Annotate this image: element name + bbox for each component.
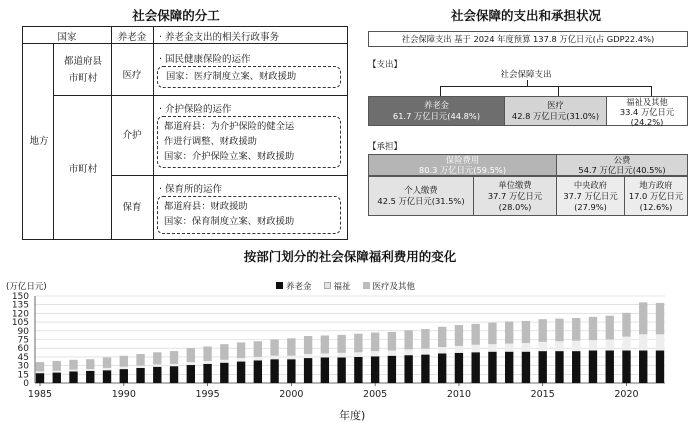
burden-employer-name: 单位缴费 bbox=[498, 180, 532, 190]
bar-medical bbox=[103, 357, 111, 367]
expense-pension-name: 养老金 bbox=[424, 100, 449, 110]
burden-insurance-name: 保险费用 bbox=[445, 155, 480, 165]
bar-welfare bbox=[471, 345, 479, 353]
burden-public-value: 54.7 万亿日元(40.5%) bbox=[578, 165, 666, 175]
expense-label: 【支出】 bbox=[368, 60, 403, 70]
bar-pension bbox=[572, 351, 580, 383]
y-tick-label: 60 bbox=[17, 344, 29, 355]
x-tick-label: 1990 bbox=[111, 389, 136, 400]
care-box-line: 作进行调整、财政援助 bbox=[164, 136, 257, 147]
bar-medical bbox=[254, 341, 262, 357]
tree-line bbox=[440, 86, 441, 96]
bar-medical bbox=[555, 319, 563, 342]
bar-welfare bbox=[270, 356, 278, 359]
bar-medical bbox=[86, 359, 94, 369]
tree-line bbox=[558, 86, 559, 96]
y-axis-label: (万亿日元) bbox=[6, 282, 47, 292]
bar-pension bbox=[170, 366, 178, 383]
childcare-box bbox=[157, 196, 341, 234]
expense-medical-value: 42.8 万亿日元(31.0%) bbox=[511, 111, 600, 121]
bar-pension bbox=[69, 371, 77, 383]
x-tick-label: 2020 bbox=[614, 389, 639, 400]
bar-medical bbox=[287, 338, 295, 355]
bar-medical bbox=[220, 344, 228, 360]
bar-pension bbox=[36, 373, 44, 383]
burden-central bbox=[556, 176, 625, 216]
spending-summary: 社会保障支出 基于 2024 年度预算 137.8 万亿日元(占 GDP22.4%) bbox=[368, 31, 688, 47]
burden-central-name: 中央政府 bbox=[573, 180, 608, 190]
bar-medical bbox=[505, 322, 513, 344]
bar-pension bbox=[404, 355, 412, 383]
burden-public bbox=[556, 154, 688, 176]
bar-welfare bbox=[488, 344, 496, 352]
bar-medical bbox=[203, 346, 211, 361]
bar-welfare bbox=[153, 364, 161, 366]
bar-welfare bbox=[69, 370, 77, 372]
tree-line bbox=[651, 86, 652, 96]
childcare-label: 保育 bbox=[122, 202, 142, 213]
bar-medical bbox=[371, 333, 379, 352]
y-tick-label: 105 bbox=[11, 318, 29, 329]
bar-medical bbox=[354, 334, 362, 353]
burden-insurance bbox=[368, 154, 557, 176]
bar-welfare bbox=[287, 356, 295, 359]
bar-welfare bbox=[120, 367, 128, 369]
city-label: 市町村 bbox=[68, 164, 98, 175]
bar-welfare bbox=[187, 362, 195, 365]
childcare-bullet: · 保育所的运作 bbox=[159, 184, 223, 195]
burden-local-gov bbox=[624, 176, 688, 216]
divider bbox=[111, 95, 347, 96]
divider bbox=[111, 175, 347, 176]
x-axis-label: 年度) bbox=[339, 409, 366, 422]
y-tick-label: 90 bbox=[17, 326, 29, 337]
burden-local-gov-value: 17.0 万亿日元 (12.6%) bbox=[628, 191, 684, 212]
bar-pension bbox=[639, 351, 647, 383]
bar-welfare bbox=[136, 366, 144, 368]
expense-root: 社会保障支出 bbox=[500, 70, 552, 80]
bar-welfare bbox=[237, 358, 245, 361]
x-tick-label: 2005 bbox=[363, 389, 388, 400]
bar-welfare bbox=[505, 344, 513, 352]
bar-pension bbox=[287, 359, 295, 383]
bar-welfare bbox=[321, 353, 329, 357]
divider bbox=[153, 27, 154, 239]
bar-medical bbox=[606, 316, 614, 340]
bar-welfare bbox=[404, 349, 412, 355]
bar-pension bbox=[488, 352, 496, 383]
bar-pension bbox=[270, 359, 278, 383]
bar-medical bbox=[539, 319, 547, 342]
bar-pension bbox=[304, 358, 312, 383]
care-box-line: 国家：介护保险立案、财政援助 bbox=[164, 151, 295, 162]
bar-medical bbox=[321, 335, 329, 353]
x-tick-label: 2000 bbox=[279, 389, 304, 400]
tree-line bbox=[440, 86, 651, 87]
bar-welfare bbox=[539, 342, 547, 351]
chart-title: 按部门划分的社会保障福利费用的变化 bbox=[243, 249, 457, 264]
expense-welfare-name: 福祉及其他 bbox=[626, 97, 668, 107]
bar-medical bbox=[622, 313, 630, 337]
expense-pension bbox=[368, 96, 505, 126]
bar-pension bbox=[337, 357, 345, 383]
burden-individual-name: 个人缴费 bbox=[404, 185, 438, 195]
expense-medical-name: 医疗 bbox=[547, 100, 564, 110]
bar-welfare bbox=[421, 349, 429, 355]
y-tick-label: 75 bbox=[17, 335, 29, 346]
bar-medical bbox=[455, 325, 463, 346]
bar-welfare bbox=[572, 341, 580, 351]
bar-pension bbox=[438, 353, 446, 383]
x-tick-label: 2010 bbox=[446, 389, 472, 400]
bar-medical bbox=[153, 352, 161, 364]
header-category: 养老金 bbox=[117, 32, 147, 43]
y-tick-label: 0 bbox=[23, 379, 29, 389]
burden-individual bbox=[368, 176, 474, 216]
burden-employer-value: 37.7 万亿日元 (28.0%) bbox=[487, 191, 543, 212]
y-tick-label: 45 bbox=[17, 352, 29, 363]
bar-welfare bbox=[522, 343, 530, 352]
divider bbox=[53, 95, 111, 96]
bar-welfare bbox=[354, 352, 362, 357]
x-tick-label: 2015 bbox=[530, 389, 555, 400]
burden-label: 【承担】 bbox=[368, 142, 403, 152]
bar-pension bbox=[220, 363, 228, 383]
bar-welfare bbox=[304, 354, 312, 358]
bar-pension bbox=[606, 351, 614, 383]
bar-welfare bbox=[589, 340, 597, 350]
childcare-box-line: 国家：保育制度立案、财政援助 bbox=[164, 216, 295, 227]
bar-welfare bbox=[388, 351, 396, 356]
bar-medical bbox=[237, 342, 245, 358]
y-tick-label: 150 bbox=[11, 292, 29, 302]
bar-medical bbox=[53, 361, 61, 371]
burden-insurance-value: 80.3 万亿日元(59.5%) bbox=[418, 165, 507, 175]
bar-welfare bbox=[53, 371, 61, 373]
bar-medical bbox=[438, 327, 446, 347]
bar-pension bbox=[421, 355, 429, 383]
stacked-bar-chart bbox=[0, 244, 700, 428]
expense-pension-value: 61.7 万亿日元(44.8%) bbox=[392, 111, 481, 121]
header-desc: · 养老金支出的相关行政事务 bbox=[159, 32, 280, 43]
bar-welfare bbox=[639, 334, 647, 350]
bar-pension bbox=[136, 368, 144, 383]
header-country: 国家 bbox=[57, 32, 77, 43]
bar-welfare bbox=[438, 347, 446, 353]
bar-welfare bbox=[606, 340, 614, 351]
bar-welfare bbox=[170, 364, 178, 366]
bar-medical bbox=[36, 362, 44, 371]
bar-pension bbox=[622, 351, 630, 383]
bar-pension bbox=[254, 360, 262, 383]
bar-pension bbox=[237, 362, 245, 383]
bar-pension bbox=[388, 356, 396, 383]
bar-pension bbox=[321, 357, 329, 383]
bar-welfare bbox=[203, 361, 211, 364]
bar-welfare bbox=[371, 351, 379, 356]
y-tick-label: 135 bbox=[11, 300, 29, 311]
bar-medical bbox=[170, 351, 178, 364]
bar-pension bbox=[455, 353, 463, 383]
bar-welfare bbox=[103, 368, 111, 370]
burden-local-gov-name: 地方政府 bbox=[639, 180, 673, 190]
expense-medical bbox=[504, 96, 607, 126]
burden-employer bbox=[473, 176, 557, 216]
bar-welfare bbox=[36, 371, 44, 373]
divider bbox=[53, 43, 54, 239]
chart-panel bbox=[0, 244, 700, 428]
care-box-line: 都道府县：为介护保险的健全运 bbox=[164, 121, 295, 132]
bar-medical bbox=[388, 332, 396, 351]
x-tick-label: 1995 bbox=[195, 389, 220, 400]
x-tick-label: 1985 bbox=[27, 389, 53, 400]
bar-medical bbox=[136, 354, 144, 366]
medical-label: 医疗 bbox=[122, 70, 142, 81]
local-label: 地方 bbox=[29, 136, 49, 147]
legend-label: 养老金 bbox=[286, 282, 312, 292]
care-label: 介护 bbox=[122, 130, 142, 141]
bar-medical bbox=[120, 356, 128, 367]
bar-medical bbox=[639, 302, 647, 334]
bar-welfare bbox=[656, 334, 664, 350]
bar-pension bbox=[555, 351, 563, 383]
childcare-box-line: 都道府县：财政援助 bbox=[164, 201, 248, 212]
bar-pension bbox=[86, 371, 94, 383]
y-tick-label: 30 bbox=[17, 361, 29, 372]
pref-city-label: 都道府县 市町村 bbox=[63, 56, 102, 84]
expense-welfare-value: 33.4 万亿日元 (24.2%) bbox=[619, 107, 675, 127]
bar-welfare bbox=[86, 369, 94, 371]
y-tick-label: 15 bbox=[17, 370, 29, 381]
care-bullet: · 介护保险的运作 bbox=[159, 104, 232, 115]
y-tick-label: 120 bbox=[11, 309, 29, 320]
bar-medical bbox=[187, 348, 195, 362]
bar-pension bbox=[354, 357, 362, 383]
bar-pension bbox=[471, 352, 479, 383]
bar-medical bbox=[404, 330, 412, 349]
bar-welfare bbox=[555, 341, 563, 351]
bar-pension bbox=[522, 352, 530, 383]
bar-medical bbox=[572, 318, 580, 341]
expense-welfare bbox=[606, 96, 688, 126]
care-box bbox=[157, 116, 341, 168]
bar-pension bbox=[153, 367, 161, 383]
bar-pension bbox=[656, 351, 664, 383]
burden-individual-value: 42.5 万亿日元(31.5%) bbox=[377, 196, 465, 206]
burden-central-value: 37.7 万亿日元 (27.9%) bbox=[563, 191, 618, 212]
bar-medical bbox=[589, 317, 597, 340]
role-title: 社会保障的分工 bbox=[132, 8, 220, 23]
bar-pension bbox=[371, 356, 379, 383]
bar-medical bbox=[488, 323, 496, 344]
bar-medical bbox=[69, 360, 77, 370]
divider bbox=[23, 43, 347, 44]
bar-pension bbox=[103, 370, 111, 383]
bar-pension bbox=[539, 351, 547, 383]
bar-welfare bbox=[254, 357, 262, 360]
bar-medical bbox=[522, 321, 530, 343]
bar-pension bbox=[203, 364, 211, 383]
bar-medical bbox=[656, 303, 664, 334]
bar-medical bbox=[471, 324, 479, 345]
bar-medical bbox=[421, 329, 429, 349]
role-panel bbox=[0, 0, 352, 244]
medical-bullet: · 国民健康保险的运作 bbox=[159, 54, 251, 65]
bar-welfare bbox=[622, 337, 630, 351]
bar-welfare bbox=[337, 353, 345, 358]
bar-pension bbox=[505, 352, 513, 383]
spending-title: 社会保障的支出和承担状况 bbox=[450, 8, 601, 23]
bar-welfare bbox=[220, 360, 228, 363]
bar-pension bbox=[120, 369, 128, 383]
bar-pension bbox=[589, 351, 597, 383]
legend-label: 医疗及其他 bbox=[372, 282, 416, 292]
spending-panel bbox=[352, 0, 700, 244]
burden-public-name: 公费 bbox=[613, 155, 631, 165]
bar-medical bbox=[270, 340, 278, 356]
legend-label: 福祉 bbox=[333, 282, 351, 292]
bar-medical bbox=[337, 335, 345, 353]
bar-pension bbox=[187, 365, 195, 383]
role-table bbox=[22, 26, 348, 240]
medical-box: 国家：医疗制度立案、财政援助 bbox=[157, 66, 341, 88]
bar-pension bbox=[53, 373, 61, 383]
bar-medical bbox=[304, 336, 312, 354]
bar-welfare bbox=[455, 346, 463, 353]
